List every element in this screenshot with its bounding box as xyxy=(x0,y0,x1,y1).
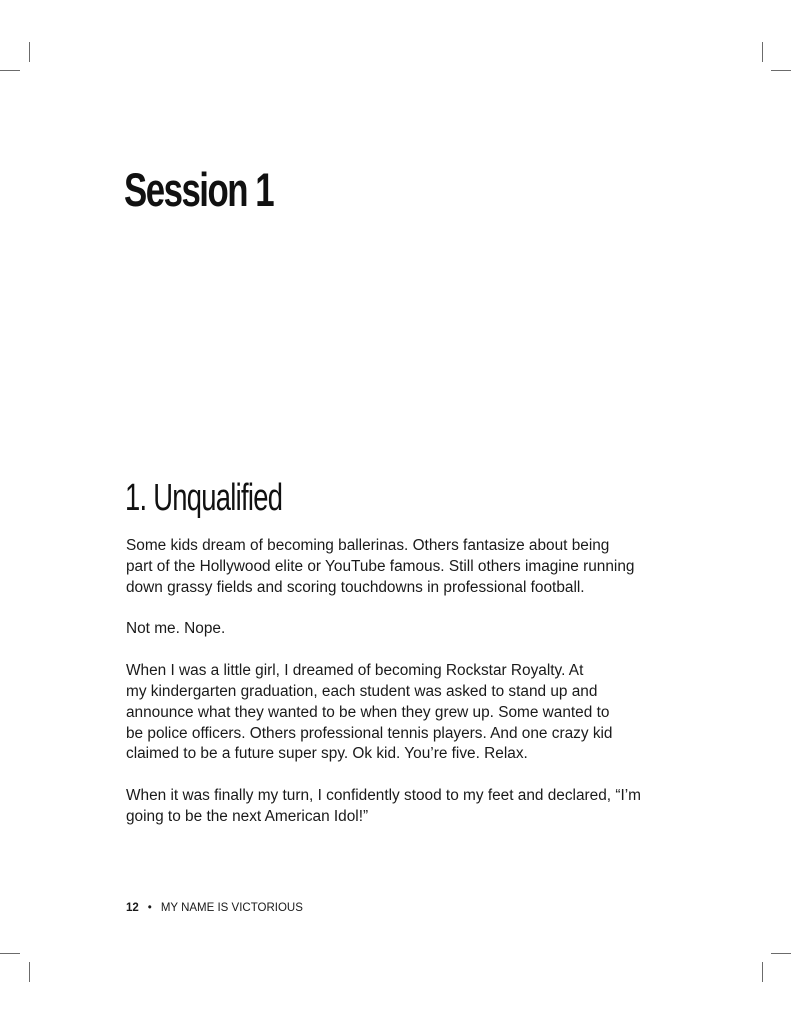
session-title: Session 1 xyxy=(124,163,274,216)
crop-mark-bottom-left-horizontal xyxy=(0,953,20,954)
page-footer xyxy=(126,900,303,916)
footer-separator: • xyxy=(147,902,152,914)
paragraph: Some kids dream of becoming ballerinas. Others fantasize about being part of the Hollywood elite or YouTube famous. Still others imagine running down grassy fields and scoring touchdowns in professional football. xyxy=(126,537,635,596)
crop-mark-bottom-left-vertical xyxy=(29,962,30,982)
paragraph: When it was finally my turn, I confidently stood to my feet and declared, “I’m going to be the next American Idol!” xyxy=(126,787,641,825)
crop-mark-bottom-right-vertical xyxy=(762,962,763,982)
paragraph: When I was a little girl, I dreamed of becoming Rockstar Royalty. At my kindergarten graduation, each student was asked to stand up and announce what they wanted to be when they grew up. Some wanted to be police officers. Others professional tennis players. And one crazy kid claimed to be a future super spy. Ok kid. You’re five. Relax. xyxy=(126,662,613,763)
body-text xyxy=(126,536,686,849)
chapter-title: 1. Unqualified xyxy=(125,477,283,519)
page-number: 12 xyxy=(126,902,139,914)
crop-mark-top-left-vertical xyxy=(29,42,30,62)
crop-mark-bottom-right-horizontal xyxy=(771,953,791,954)
paragraph: Not me. Nope. xyxy=(126,620,226,638)
crop-mark-top-left-horizontal xyxy=(0,70,20,71)
crop-mark-top-right-vertical xyxy=(762,42,763,62)
crop-mark-top-right-horizontal xyxy=(771,70,791,71)
running-title: MY NAME IS VICTORIOUS xyxy=(160,902,303,914)
